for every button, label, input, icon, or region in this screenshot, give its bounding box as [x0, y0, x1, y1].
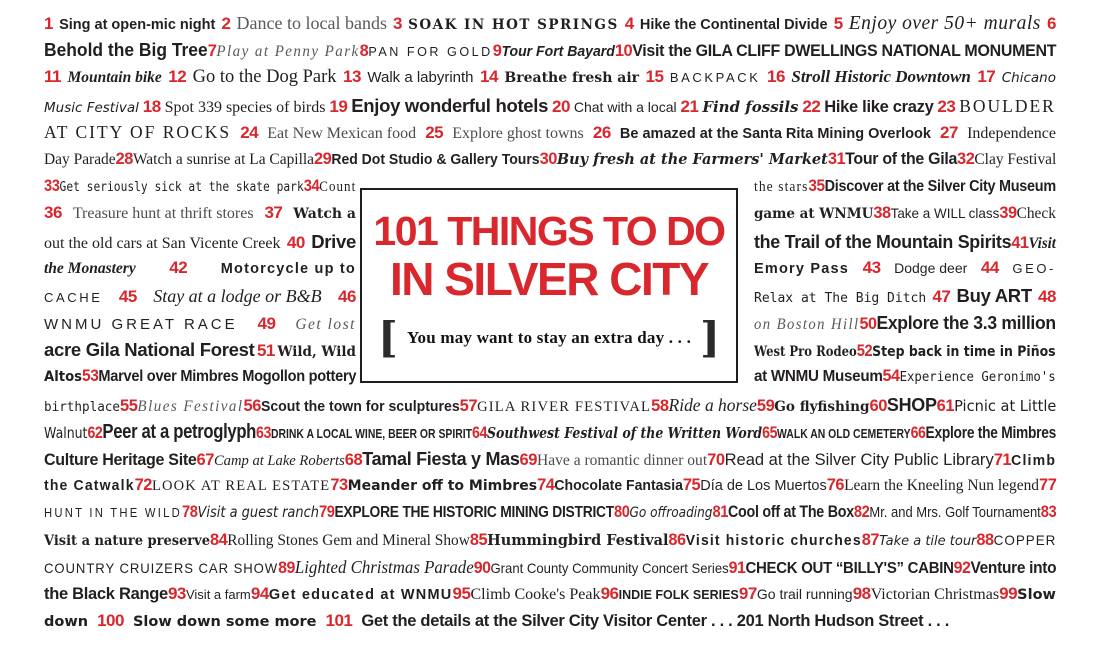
item-number: 84	[209, 529, 228, 549]
item-text: Victorian Christmas	[870, 585, 1000, 603]
item-text: Chocolate Fantasia	[554, 478, 683, 495]
item-text: Chicano	[1001, 70, 1056, 87]
item-text: down	[44, 614, 89, 631]
poster-subtitle-row	[362, 314, 736, 362]
item-text: Behold the Big Tree	[44, 40, 208, 61]
item-number: 64	[472, 422, 487, 442]
item-text: Tour of the Gila	[845, 149, 958, 168]
item-number: 65	[762, 422, 778, 442]
text-line	[44, 148, 1057, 176]
item-text: Count	[319, 179, 357, 196]
item-text: Climb Cooke's Peak	[470, 585, 601, 603]
item-number: 101	[325, 611, 353, 631]
item-text: Go to the Dog Park	[192, 67, 337, 88]
item-text: WALK AN OLD CEMETERY	[777, 426, 911, 441]
item-text: Emory Pass	[754, 260, 850, 277]
item-text: WNMU GREAT RACE	[44, 316, 238, 334]
text-line	[44, 584, 1056, 611]
text-zone-right	[754, 176, 1056, 196]
item-number: 63	[256, 422, 271, 442]
item-text: Culture Heritage Site	[44, 451, 197, 469]
text-zone-right	[754, 285, 1056, 307]
text-zone-right	[754, 366, 1056, 386]
item-number: 66	[910, 422, 926, 442]
text-zone-right	[754, 203, 1056, 223]
item-number: 75	[682, 475, 701, 495]
item-number: 59	[756, 395, 775, 415]
item-text: Walnut	[44, 423, 88, 442]
item-number: 74	[537, 475, 555, 495]
item-text: Grant County Community Concert Series	[490, 559, 729, 576]
item-number: 87	[861, 529, 880, 549]
item-number: 53	[82, 366, 99, 386]
item-number: 46	[338, 286, 356, 306]
item-text: Step back in time in Piños	[872, 344, 1056, 361]
item-text: Venture into	[970, 558, 1057, 577]
item-text: HUNT IN THE WILD	[44, 505, 183, 521]
item-text: Enjoy over 50+ murals	[848, 13, 1041, 34]
text-zone-right	[754, 341, 1056, 361]
item-number: 88	[976, 529, 994, 549]
item-text: West Pro Rodeo	[754, 344, 857, 361]
item-number: 14	[480, 67, 498, 87]
text-zone-left	[44, 203, 356, 223]
item-text: birthplace	[44, 399, 121, 415]
item-text: Dodge deer	[894, 259, 968, 276]
item-text: Mr. and Mrs. Golf Tournament	[869, 504, 1041, 522]
item-number: 60	[869, 395, 887, 415]
item-text: Read at the Silver City Public Library	[724, 450, 994, 469]
item-number: 36	[44, 203, 62, 223]
item-text: on Boston Hill	[754, 316, 860, 334]
item-text: Rolling Stones Gem and Mineral Show	[227, 531, 470, 549]
text-zone-left	[44, 286, 356, 307]
item-number: 83	[1040, 502, 1057, 522]
text-line	[44, 393, 1057, 421]
item-number: 96	[600, 583, 619, 603]
item-text: Visit	[1028, 234, 1056, 252]
item-text: Get lost	[295, 316, 356, 334]
item-number: 47	[932, 286, 951, 306]
text-zone-left	[44, 339, 356, 361]
item-number: 49	[257, 314, 276, 334]
item-number: 32	[957, 148, 975, 168]
item-text: Be amazed at the Santa Rita Mining Overlook	[619, 125, 931, 142]
item-text: CHECK OUT “BILLY'S” CABIN	[745, 559, 954, 577]
item-text: Explore the 3.3 million	[876, 312, 1056, 334]
item-number: 34	[303, 176, 320, 196]
item-text: Chat with a local	[573, 98, 677, 115]
item-text: Picnic at Little	[954, 396, 1057, 415]
item-text: Climb	[1011, 453, 1057, 469]
item-number: 71	[993, 450, 1012, 469]
item-text: Cool off at The Box	[727, 503, 854, 522]
item-number: 48	[1038, 286, 1056, 306]
item-text: Watch a	[293, 206, 356, 223]
item-number: 73	[330, 475, 348, 495]
text-zone-left	[44, 314, 356, 334]
text-zone-left	[44, 258, 356, 278]
item-text: Motorcycle up to	[220, 260, 356, 277]
item-text: PAN FOR GOLD	[368, 44, 493, 60]
item-text: Clay Festival	[974, 150, 1057, 168]
item-number: 23	[937, 96, 956, 116]
item-number: 89	[278, 557, 295, 577]
text-line	[44, 40, 1057, 67]
item-text: Music Festival	[44, 99, 139, 116]
text-line	[44, 67, 1056, 94]
item-text: SHOP	[886, 393, 937, 415]
item-text: Get the details at the Silver City Visitor Center . . . 201 North Hudson Street . . .	[361, 612, 949, 631]
item-number: 80	[613, 502, 630, 522]
item-number: 70	[707, 450, 725, 469]
item-text: at WNMU Museum	[754, 368, 883, 386]
item-number: 54	[882, 366, 900, 386]
text-line	[44, 13, 1056, 40]
item-number: 99	[999, 583, 1018, 603]
item-text: LOOK AT REAL ESTATE	[151, 478, 331, 495]
item-number: 90	[473, 557, 491, 577]
left-bracket-glyph: [	[378, 313, 398, 362]
text-line	[44, 556, 1057, 584]
item-number: 7	[207, 41, 217, 61]
item-text: Ride a horse	[668, 394, 757, 415]
item-text: the stars	[754, 179, 809, 196]
item-number: 12	[168, 67, 187, 87]
item-number: 33	[44, 176, 60, 196]
item-text: Take a tile tour	[879, 532, 977, 549]
item-text: Enjoy wonderful hotels	[351, 94, 549, 116]
item-text: Visit the GILA CLIFF DWELLINGS NATIONAL MONUMENT	[632, 42, 1057, 61]
item-number: 44	[980, 257, 999, 277]
item-text: Relax at The Big Ditch	[754, 290, 927, 306]
item-number: 93	[167, 583, 186, 603]
item-text: Explore ghost towns	[452, 124, 584, 142]
item-text: Visit a farm	[185, 586, 251, 602]
item-number: 50	[859, 314, 877, 334]
item-number: 91	[728, 557, 746, 577]
item-number: 45	[118, 286, 137, 306]
item-number: 6	[1046, 14, 1056, 33]
item-text: Buy fresh at the Farmers' Market	[556, 149, 828, 168]
item-number: 43	[862, 257, 881, 277]
text-zone-right	[754, 258, 1056, 278]
item-number: 1	[44, 14, 53, 33]
item-text: Learn the Kneeling Nun legend	[844, 477, 1040, 495]
item-text: Meander off to Mimbres	[347, 478, 538, 495]
item-text: Watch a sunrise at La Capilla	[132, 150, 315, 168]
text-zone-right	[754, 312, 1056, 334]
item-number: 26	[592, 122, 611, 142]
item-text: Stay at a lodge or B&B	[153, 285, 322, 306]
item-number: 28	[115, 148, 133, 168]
item-text: Go trail running	[756, 585, 853, 602]
item-text: the Catwalk	[44, 478, 135, 495]
item-number: 25	[425, 122, 444, 142]
item-text: Altos	[44, 369, 83, 386]
item-text: Wild, Wild	[277, 344, 356, 361]
item-number: 31	[827, 148, 846, 168]
text-zone-left	[44, 176, 357, 196]
text-line	[44, 122, 1056, 149]
item-text: Have a romantic dinner out	[536, 452, 708, 469]
item-text: SOAK IN HOT SPRINGS	[408, 17, 619, 33]
item-text: the Trail of the Mountain Spirits	[754, 230, 1012, 252]
item-text: Take a WILL class	[890, 205, 1000, 222]
item-text: INDIE FOLK SERIES	[618, 587, 739, 602]
item-text: the Monastery	[44, 259, 136, 277]
item-number: 100	[97, 611, 124, 631]
item-text: Day Parade	[44, 150, 116, 168]
item-text: Explore the Mimbres	[925, 423, 1057, 442]
item-number: 51	[256, 341, 275, 361]
right-bracket-glyph: ]	[700, 313, 720, 362]
item-number: 17	[977, 67, 996, 87]
item-text: GEO-	[1012, 260, 1056, 276]
text-line	[44, 502, 1057, 529]
item-text: AT CITY OF ROCKS	[44, 121, 232, 142]
item-text: Drive	[311, 230, 356, 252]
text-zone-left	[44, 366, 357, 386]
item-number: 85	[469, 529, 488, 549]
item-text: EXPLORE THE HISTORIC MINING DISTRICT	[334, 504, 614, 522]
item-text: COUNTRY CRUIZERS CAR SHOW	[44, 559, 279, 576]
item-text: Find fossils	[702, 97, 799, 116]
center-panel	[360, 188, 738, 383]
item-text: acre Gila National Forest	[44, 339, 255, 361]
item-number: 39	[999, 203, 1017, 223]
text-line	[44, 611, 1056, 638]
item-number: 81	[712, 502, 728, 522]
item-number: 42	[169, 257, 188, 277]
item-text: out the old cars at San Vicente Creek	[44, 234, 281, 252]
item-text: Hike like crazy	[824, 97, 934, 116]
item-number: 8	[359, 41, 369, 61]
item-number: 61	[936, 395, 955, 415]
item-number: 94	[250, 583, 269, 603]
poster-title-line2: IN SILVER CITY	[389, 253, 709, 305]
item-number: 38	[873, 203, 891, 223]
item-number: 95	[452, 583, 471, 603]
item-text: Blues Festival	[137, 397, 244, 415]
item-text: Día de Los Muertos	[700, 477, 827, 495]
item-number: 57	[459, 395, 478, 415]
item-text: Dance to local bands	[236, 13, 387, 33]
item-number: 92	[953, 557, 971, 577]
item-number: 15	[645, 67, 664, 87]
item-text: Slow	[1017, 586, 1056, 603]
item-text: Hike the Continental Divide	[639, 17, 828, 33]
item-number: 29	[314, 148, 332, 168]
item-text: game at WNMU	[754, 206, 874, 223]
item-text: Breathe fresh air	[504, 70, 640, 87]
item-text: BACKPACK	[669, 70, 761, 86]
item-number: 40	[286, 232, 305, 252]
item-number: 5	[833, 14, 843, 33]
item-text: Slow down some more	[132, 614, 317, 631]
item-number: 76	[826, 475, 845, 495]
item-text: Stroll Historic Downtown	[791, 67, 971, 87]
item-number: 19	[329, 96, 348, 116]
item-number: 4	[624, 14, 634, 33]
item-text: Hummingbird Festival	[487, 530, 669, 549]
item-text: Tamal Fiesta y Mas	[362, 448, 520, 469]
item-text: Mountain bike	[67, 69, 162, 87]
item-number: 16	[766, 67, 785, 87]
item-number: 22	[802, 96, 821, 116]
item-text: GILA RIVER FESTIVAL	[477, 398, 652, 415]
text-zone-left	[44, 231, 356, 253]
item-number: 82	[853, 502, 870, 522]
item-number: 86	[668, 529, 686, 549]
item-text: Go flyfishing	[774, 398, 870, 415]
item-text: Walk a labyrinth	[367, 69, 474, 87]
item-number: 78	[182, 502, 198, 522]
item-number: 67	[196, 450, 214, 469]
item-text: Marvel over Mimbres Mogollon pottery	[98, 368, 357, 386]
item-number: 13	[342, 67, 361, 87]
item-text: Lighted Christmas Parade	[294, 556, 474, 577]
item-number: 79	[318, 502, 335, 522]
item-text: Visit a nature preserve	[44, 532, 210, 549]
item-number: 35	[808, 176, 825, 196]
item-text: Visit a guest ranch	[197, 503, 319, 522]
item-text: Check	[1016, 205, 1056, 223]
item-number: 41	[1011, 232, 1029, 252]
item-number: 98	[852, 583, 871, 603]
item-text: Southwest Festival of the Written Word	[486, 423, 763, 442]
text-line	[44, 95, 1056, 122]
item-number: 68	[344, 450, 363, 469]
text-zone-right	[754, 230, 1056, 253]
item-number: 52	[856, 341, 873, 361]
item-text: Treasure hunt at thrift stores	[72, 205, 254, 223]
poster-title-line1: 101 THINGS TO DO	[373, 208, 725, 254]
item-number: 18	[142, 96, 161, 116]
item-text: Scout the town for sculptures	[260, 398, 460, 415]
item-text: Play at Penny Park	[216, 43, 360, 61]
item-text: COPPER	[993, 531, 1057, 548]
item-text: Get educated at WNMU	[268, 586, 453, 603]
item-text: Spot 339 species of birds	[164, 98, 326, 116]
item-text: Independence	[967, 124, 1056, 142]
item-text: Peer at a petroglyph	[102, 420, 257, 443]
item-text: Camp at Lake Roberts	[213, 453, 345, 469]
item-number: 24	[240, 122, 259, 142]
item-number: 30	[539, 148, 557, 168]
item-text: the Black Range	[44, 584, 168, 603]
item-number: 2	[221, 14, 231, 33]
item-text: CACHE	[44, 289, 103, 305]
item-number: 69	[519, 450, 537, 469]
item-number: 20	[552, 96, 570, 116]
item-text: Tour Fort Bayard	[501, 44, 615, 61]
poster-subtitle: You may want to stay an extra day . . .	[406, 328, 692, 347]
item-number: 37	[264, 203, 283, 223]
item-number: 3	[393, 14, 403, 33]
text-line	[44, 475, 1057, 502]
text-line	[44, 448, 1057, 475]
item-text: Sing at open-mic night	[59, 17, 216, 33]
item-number: 27	[940, 122, 958, 142]
item-number: 9	[492, 41, 502, 61]
item-number: 72	[134, 475, 152, 495]
item-number: 62	[87, 422, 103, 442]
text-line	[44, 420, 1057, 448]
item-number: 77	[1039, 475, 1057, 495]
item-text: Go offroading	[629, 505, 713, 522]
item-text: Visit historic churches	[685, 532, 862, 549]
item-text: DRINK A LOCAL WINE, BEER OR SPIRIT	[270, 426, 473, 441]
item-text: Discover at the Silver City Museum	[824, 178, 1056, 196]
item-text: BOULDER	[959, 95, 1056, 116]
item-number: 56	[243, 395, 261, 415]
item-text: Buy ART	[956, 284, 1032, 306]
item-text: Red Dot Studio & Gallery Tours	[331, 151, 540, 168]
text-line	[44, 529, 1057, 557]
item-text: Eat New Mexican food	[267, 124, 417, 142]
item-number: 58	[651, 395, 669, 415]
item-number: 97	[738, 583, 757, 603]
item-text: Get seriously sick at the skate park	[59, 180, 304, 196]
item-text: Experience Geronimo's	[899, 370, 1056, 386]
item-number: 10	[614, 41, 633, 61]
item-number: 55	[120, 395, 138, 415]
item-number: 21	[680, 96, 699, 116]
item-number: 11	[44, 67, 61, 87]
